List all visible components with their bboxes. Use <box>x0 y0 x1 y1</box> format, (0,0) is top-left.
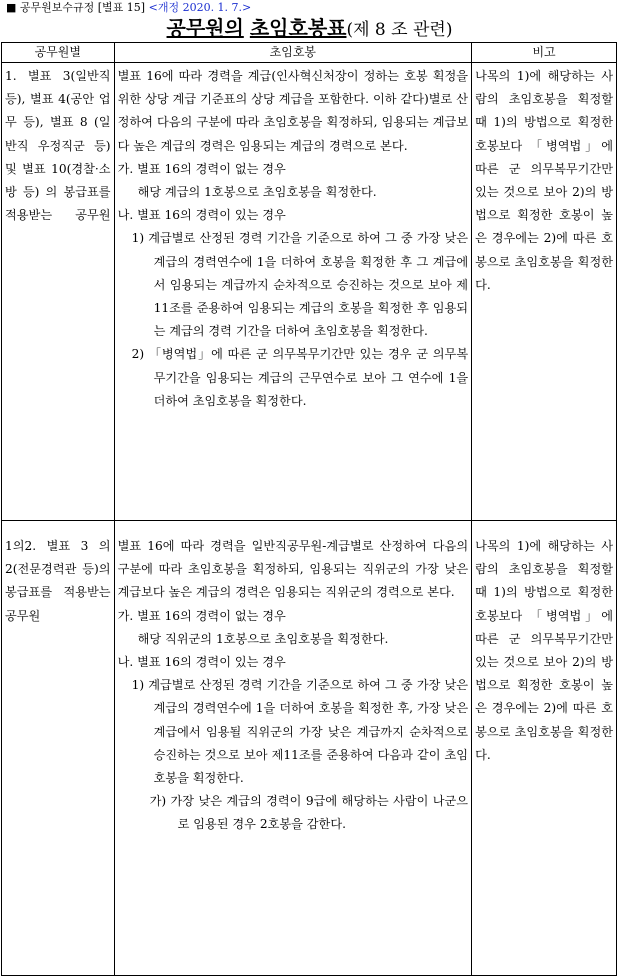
document-header <box>6 1 251 15</box>
initial-step-cell <box>114 521 472 976</box>
revision-date: <개정 2020. 1. 7.> <box>148 1 252 14</box>
column-header-remarks: 비고 <box>472 43 617 63</box>
content-item: 해당 직위군의 1호봉으로 초임호봉을 획정한다. <box>137 631 389 646</box>
column-header-initial-step: 초임호봉 <box>114 43 472 63</box>
content-item: 가. 별표 16의 경력이 없는 경우 <box>117 161 286 176</box>
table-header-row <box>2 43 617 63</box>
content-subitem: 1) 계급별로 산정된 경력 기간을 기준으로 하여 그 중 가장 낮은 계급의 경력연수에 1을 더하여 호봉을 획정한 후, 가장 낮은 계급에서 임용될 직위군의 가장 낮은 계급까지 순차적으로 승진하는 것으로 보아 제11조를 준용하여 다음과 같이 초임호봉을 획정한다. <box>131 678 469 786</box>
title-main-a: 공무원의 <box>166 16 244 40</box>
page-title <box>0 15 619 43</box>
salary-step-table <box>1 42 617 976</box>
remarks-cell <box>472 63 617 521</box>
content-subitem: 2) 「병역법」에 따른 군 의무복무기간만 있는 경우 군 의무복무기간을 임용되는 계급의 근무연수로 보아 그 연수에 1을 더하여 초임호봉을 획정한다. <box>131 347 469 408</box>
content-item: 나. 별표 16의 경력이 있는 경우 <box>117 208 286 223</box>
title-main-b: 초임호봉표 <box>249 16 347 40</box>
remark-text: 나목의 1)에 해당하는 사람의 초임호봉을 획정할 때 1)의 방법으로 획정한 호봉보다 「병역법」에 따른 군 의무복무기간만 있는 것으로 보아 2)의 방법으로 획정한 호봉이 높은 경우에는 2)에 따른 호봉으로 초임호봉을 획정한다. <box>475 539 613 762</box>
category-cell <box>2 521 115 976</box>
content-item: 가. 별표 16의 경력이 없는 경우 <box>117 608 286 623</box>
content-item: 해당 계급의 1호봉으로 초임호봉을 획정한다. <box>137 185 377 200</box>
regulation-label: ■ 공무원보수규정 [별표 15] <box>6 1 146 14</box>
remarks-cell <box>472 521 617 976</box>
content-subitem: 1) 계급별로 산정된 경력 기간을 기준으로 하여 그 중 가장 낮은 계급의 경력연수에 1을 더하여 호봉을 획정한 후 그 계급에서 임용되는 계급까지 순차적으로 승진하는 것으로 보아 제11조를 준용하여 임용되는 계급의 호봉을 획정한 후 임용되는 계급의 경력 기간을 더하여 초임호봉을 획정한다. <box>131 231 469 339</box>
content-subsubitem: 가) 가장 낮은 계급의 경력이 9급에 해당하는 사람이 나군으로 임용된 경우 2호봉을 감한다. <box>149 794 469 832</box>
title-sub: (제 8 조 관련) <box>346 20 453 40</box>
category-text: 1의2. 별표 3 의2(전문경력관 등)의 봉급표를 적용받는 공무원 <box>5 539 111 623</box>
category-cell: 1. 별표 3(일반직 등), 별표 4(공안 업무 등), 별표 8 (일반직 우정직군 등) 및 별표 10(경찰·소방 등) 의 봉급표를 적용받는 공무원 <box>2 63 115 521</box>
column-header-category: 공무원별 <box>2 43 115 63</box>
content-paragraph: 별표 16에 따라 경력을 일반직공무원-계급별로 산정하여 다음의 구분에 따라 초임호봉을 획정하되, 임용되는 직위군의 가장 낮은 계급보다 높은 계급의 경력은 임용되는 직위군의 경력으로 본다. <box>117 539 469 600</box>
table-row <box>2 521 617 976</box>
content-item: 나. 별표 16의 경력이 있는 경우 <box>117 655 286 670</box>
remark-text: 나목의 1)에 해당하는 사람의 초임호봉을 획정할 때 1)의 방법으로 획정한 호봉보다 「병역법」에 따른 군 의무복무기간만 있는 것으로 보아 2)의 방법으로 획정한 호봉이 높은 경우에는 2)에 따른 호봉으로 초임호봉을 획정한다. <box>475 69 613 292</box>
content-paragraph: 별표 16에 따라 경력을 계급(인사혁신처장이 정하는 호봉 획정을 위한 상당 계급 기준표의 상당 계급을 포함한다. 이하 같다)별로 산정하여 다음의 구분에 따라 초임호봉을 획정하되, 임용되는 계급보다 높은 계급의 경력은 임용되는 계급의 경력으로 본다. <box>117 69 469 153</box>
initial-step-cell <box>114 63 472 521</box>
table-row <box>2 63 617 521</box>
